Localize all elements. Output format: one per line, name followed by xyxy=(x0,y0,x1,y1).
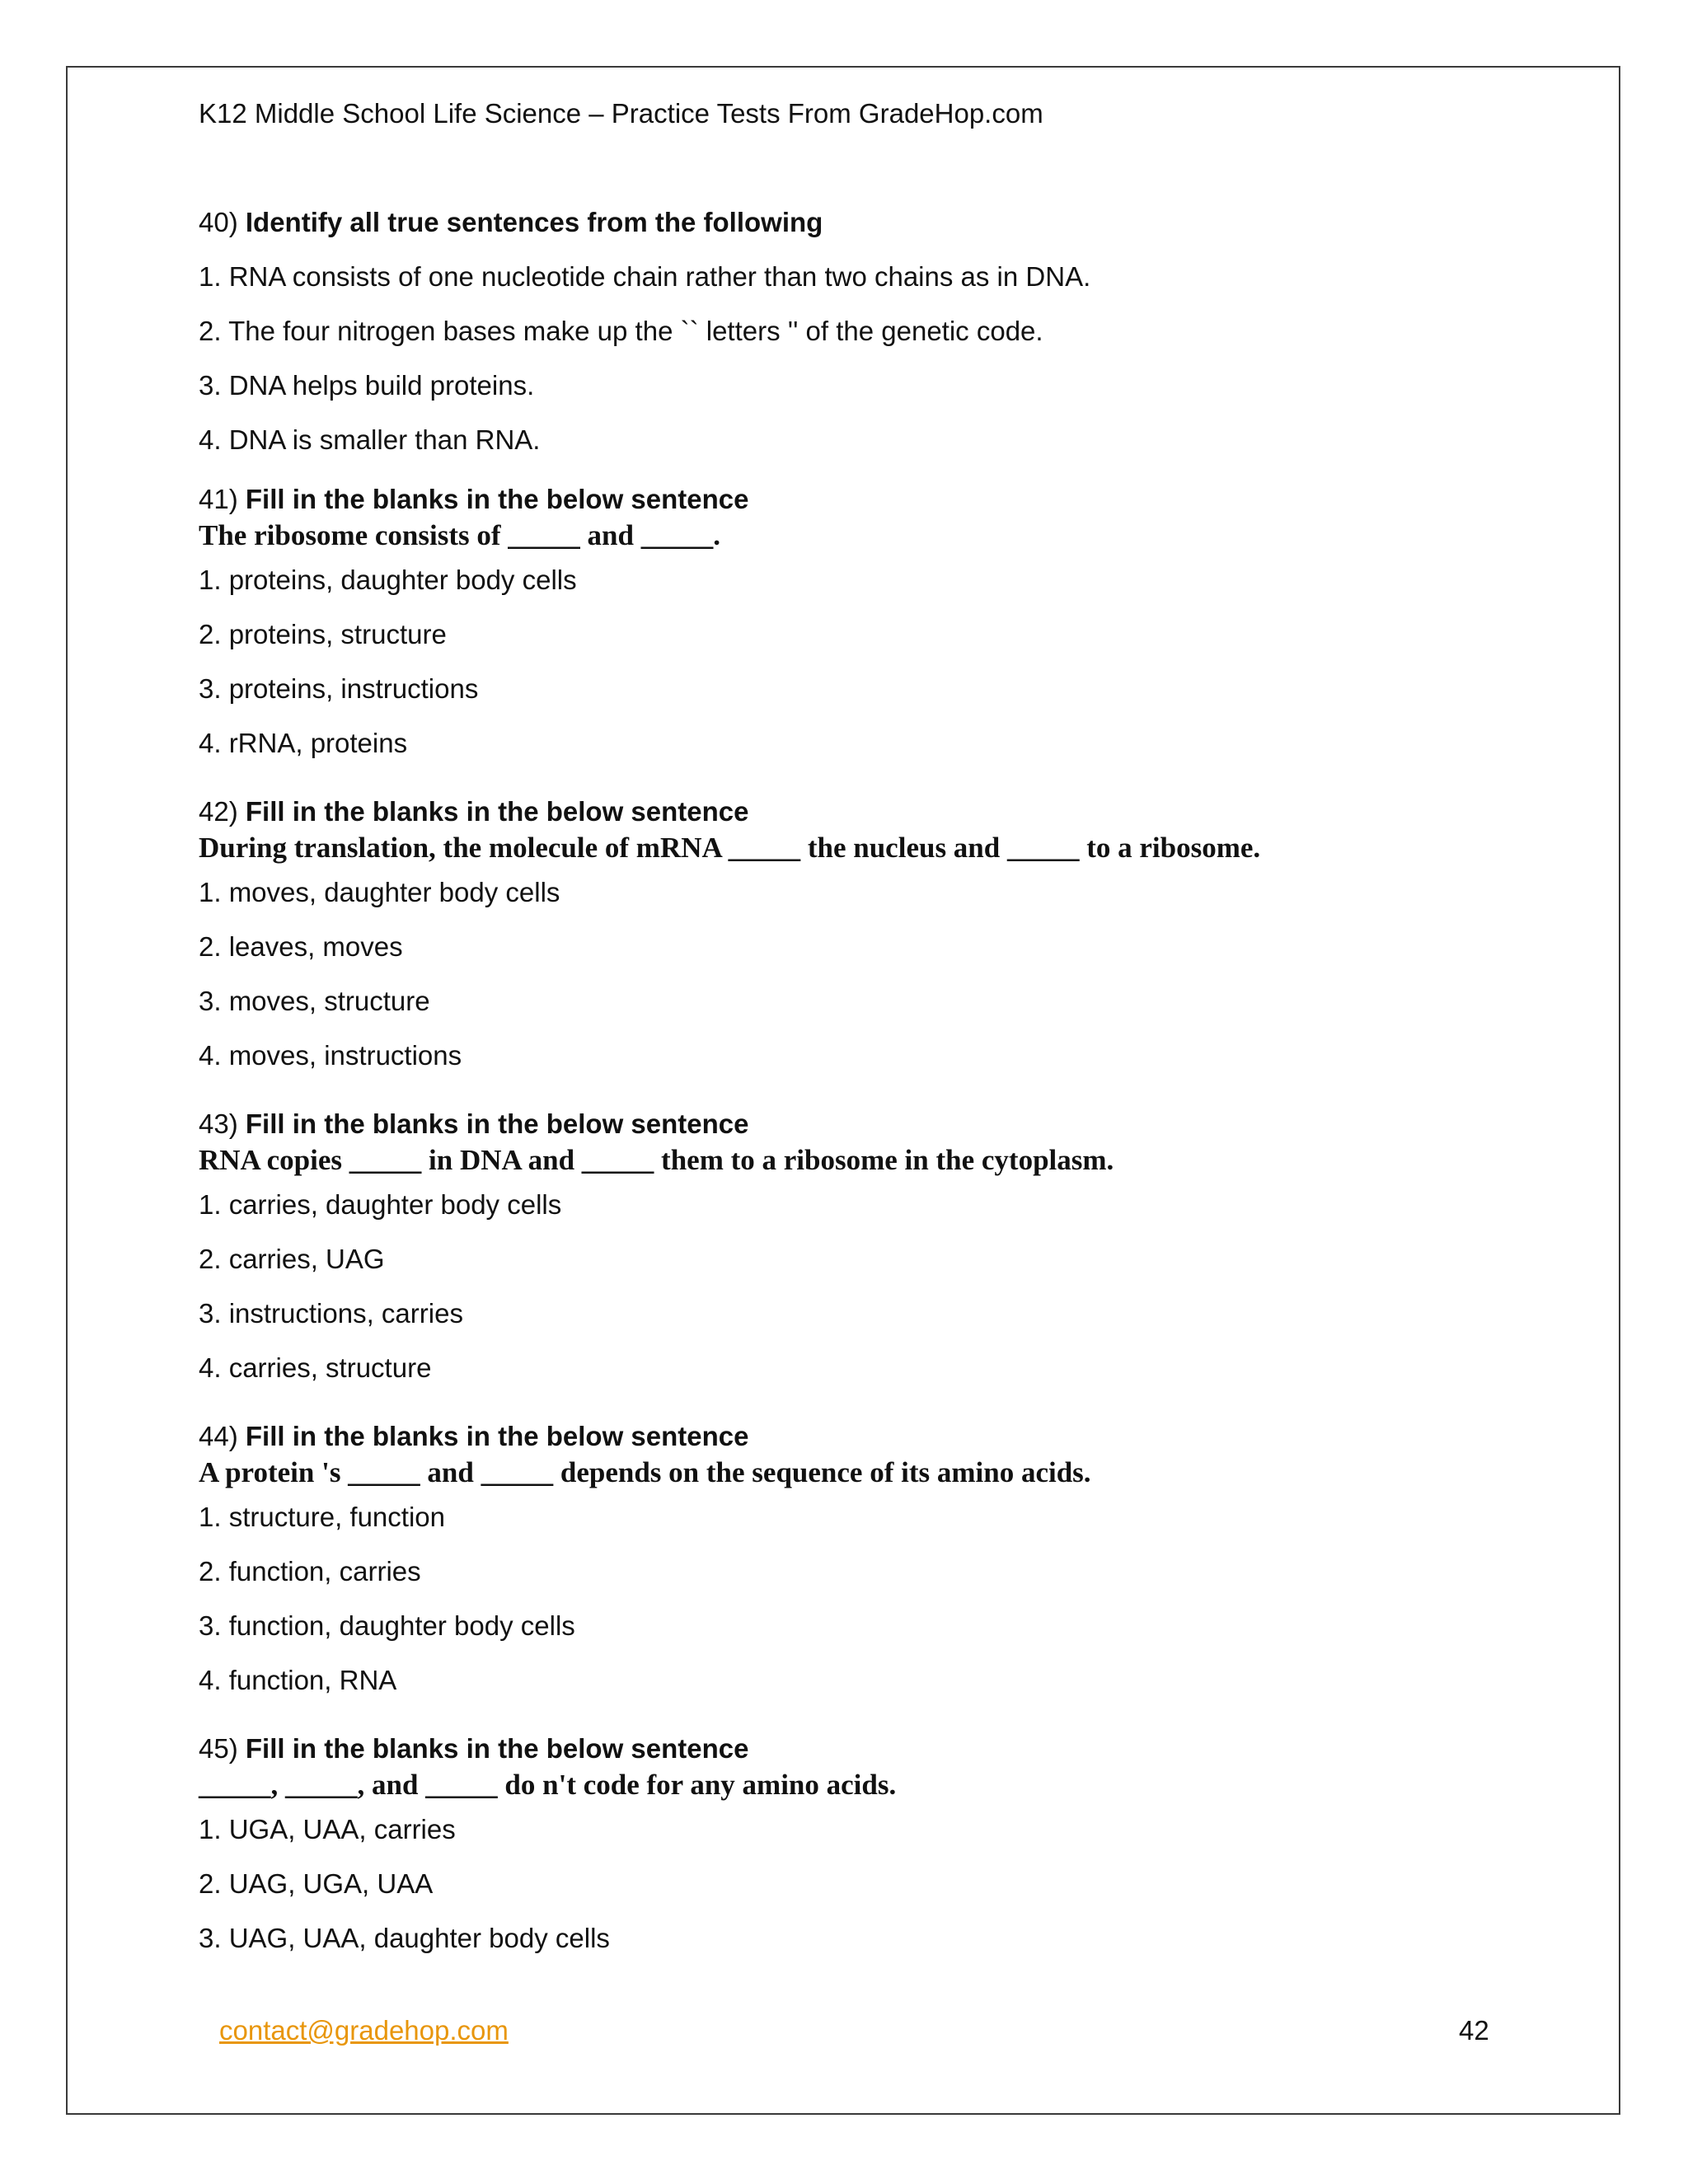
question-number: 45) xyxy=(199,1733,238,1764)
answer-option: 4. moves, instructions xyxy=(199,1040,462,1071)
page-number: 42 xyxy=(1459,2015,1489,2046)
question-instruction: Identify all true sentences from the following xyxy=(245,207,823,237)
question-42 xyxy=(199,795,1534,1072)
question-instruction: Fill in the blanks in the below sentence xyxy=(245,1421,749,1451)
answer-option: 3. function, daughter body cells xyxy=(199,1610,575,1641)
answer-option: 4. DNA is smaller than RNA. xyxy=(199,424,541,455)
question-43 xyxy=(199,1108,1534,1385)
fill-in-sentence: RNA copies _____ in DNA and _____ them to a ribosome in the cytoplasm. xyxy=(199,1144,1114,1176)
fill-in-sentence: A protein 's _____ and _____ depends on the sequence of its amino acids. xyxy=(199,1456,1091,1488)
answer-option: 1. carries, daughter body cells xyxy=(199,1189,562,1220)
question-prompt xyxy=(199,1108,1534,1144)
question-instruction: Fill in the blanks in the below sentence xyxy=(245,1733,749,1764)
question-number: 41) xyxy=(199,484,238,514)
page-header: K12 Middle School Life Science – Practice Tests From GradeHop.com xyxy=(199,98,1043,129)
question-prompt xyxy=(199,795,1534,832)
answer-option: 1. RNA consists of one nucleotide chain rather than two chains as in DNA. xyxy=(199,261,1091,292)
answer-option: 2. carries, UAG xyxy=(199,1244,385,1274)
question-44 xyxy=(199,1420,1534,1697)
question-number: 40) xyxy=(199,207,238,237)
answer-option: 1. structure, function xyxy=(199,1502,445,1532)
question-prompt xyxy=(199,1420,1534,1456)
answer-option: 4. function, RNA xyxy=(199,1665,397,1695)
fill-in-sentence: The ribosome consists of _____ and _____. xyxy=(199,519,720,551)
question-prompt xyxy=(199,1732,1534,1769)
question-instruction: Fill in the blanks in the below sentence xyxy=(245,1108,749,1139)
question-45 xyxy=(199,1732,1534,1955)
question-instruction: Fill in the blanks in the below sentence xyxy=(245,796,749,827)
question-number: 42) xyxy=(199,796,238,827)
answer-option: 2. UAG, UGA, UAA xyxy=(199,1868,434,1899)
question-instruction: Fill in the blanks in the below sentence xyxy=(245,484,749,514)
question-number: 43) xyxy=(199,1108,238,1139)
answer-option: 3. instructions, carries xyxy=(199,1298,463,1329)
answer-option: 1. proteins, daughter body cells xyxy=(199,565,577,595)
answer-option: 1. UGA, UAA, carries xyxy=(199,1814,456,1844)
question-prompt xyxy=(199,206,1534,242)
answer-option: 3. DNA helps build proteins. xyxy=(199,370,535,401)
answer-option: 2. leaves, moves xyxy=(199,931,403,962)
question-prompt xyxy=(199,483,1534,519)
answer-option: 2. function, carries xyxy=(199,1556,421,1586)
question-40 xyxy=(199,206,1534,457)
answer-option: 2. proteins, structure xyxy=(199,619,447,649)
question-number: 44) xyxy=(199,1421,238,1451)
answer-option: 4. rRNA, proteins xyxy=(199,728,408,758)
fill-in-sentence: During translation, the molecule of mRNA _____ the nucleus and _____ to a ribosome. xyxy=(199,832,1261,864)
answer-option: 1. moves, daughter body cells xyxy=(199,877,560,907)
answer-option: 3. proteins, instructions xyxy=(199,673,479,704)
answer-option: 2. The four nitrogen bases make up the `` letters '' of the genetic code. xyxy=(199,316,1043,346)
answer-option: 3. UAG, UAA, daughter body cells xyxy=(199,1923,610,1953)
question-41 xyxy=(199,483,1534,760)
answer-option: 3. moves, structure xyxy=(199,986,430,1016)
fill-in-sentence: _____, _____, and _____ do n't code for any amino acids. xyxy=(199,1769,897,1801)
answer-option: 4. carries, structure xyxy=(199,1352,432,1383)
contact-email-link[interactable]: contact@gradehop.com xyxy=(219,2015,509,2046)
